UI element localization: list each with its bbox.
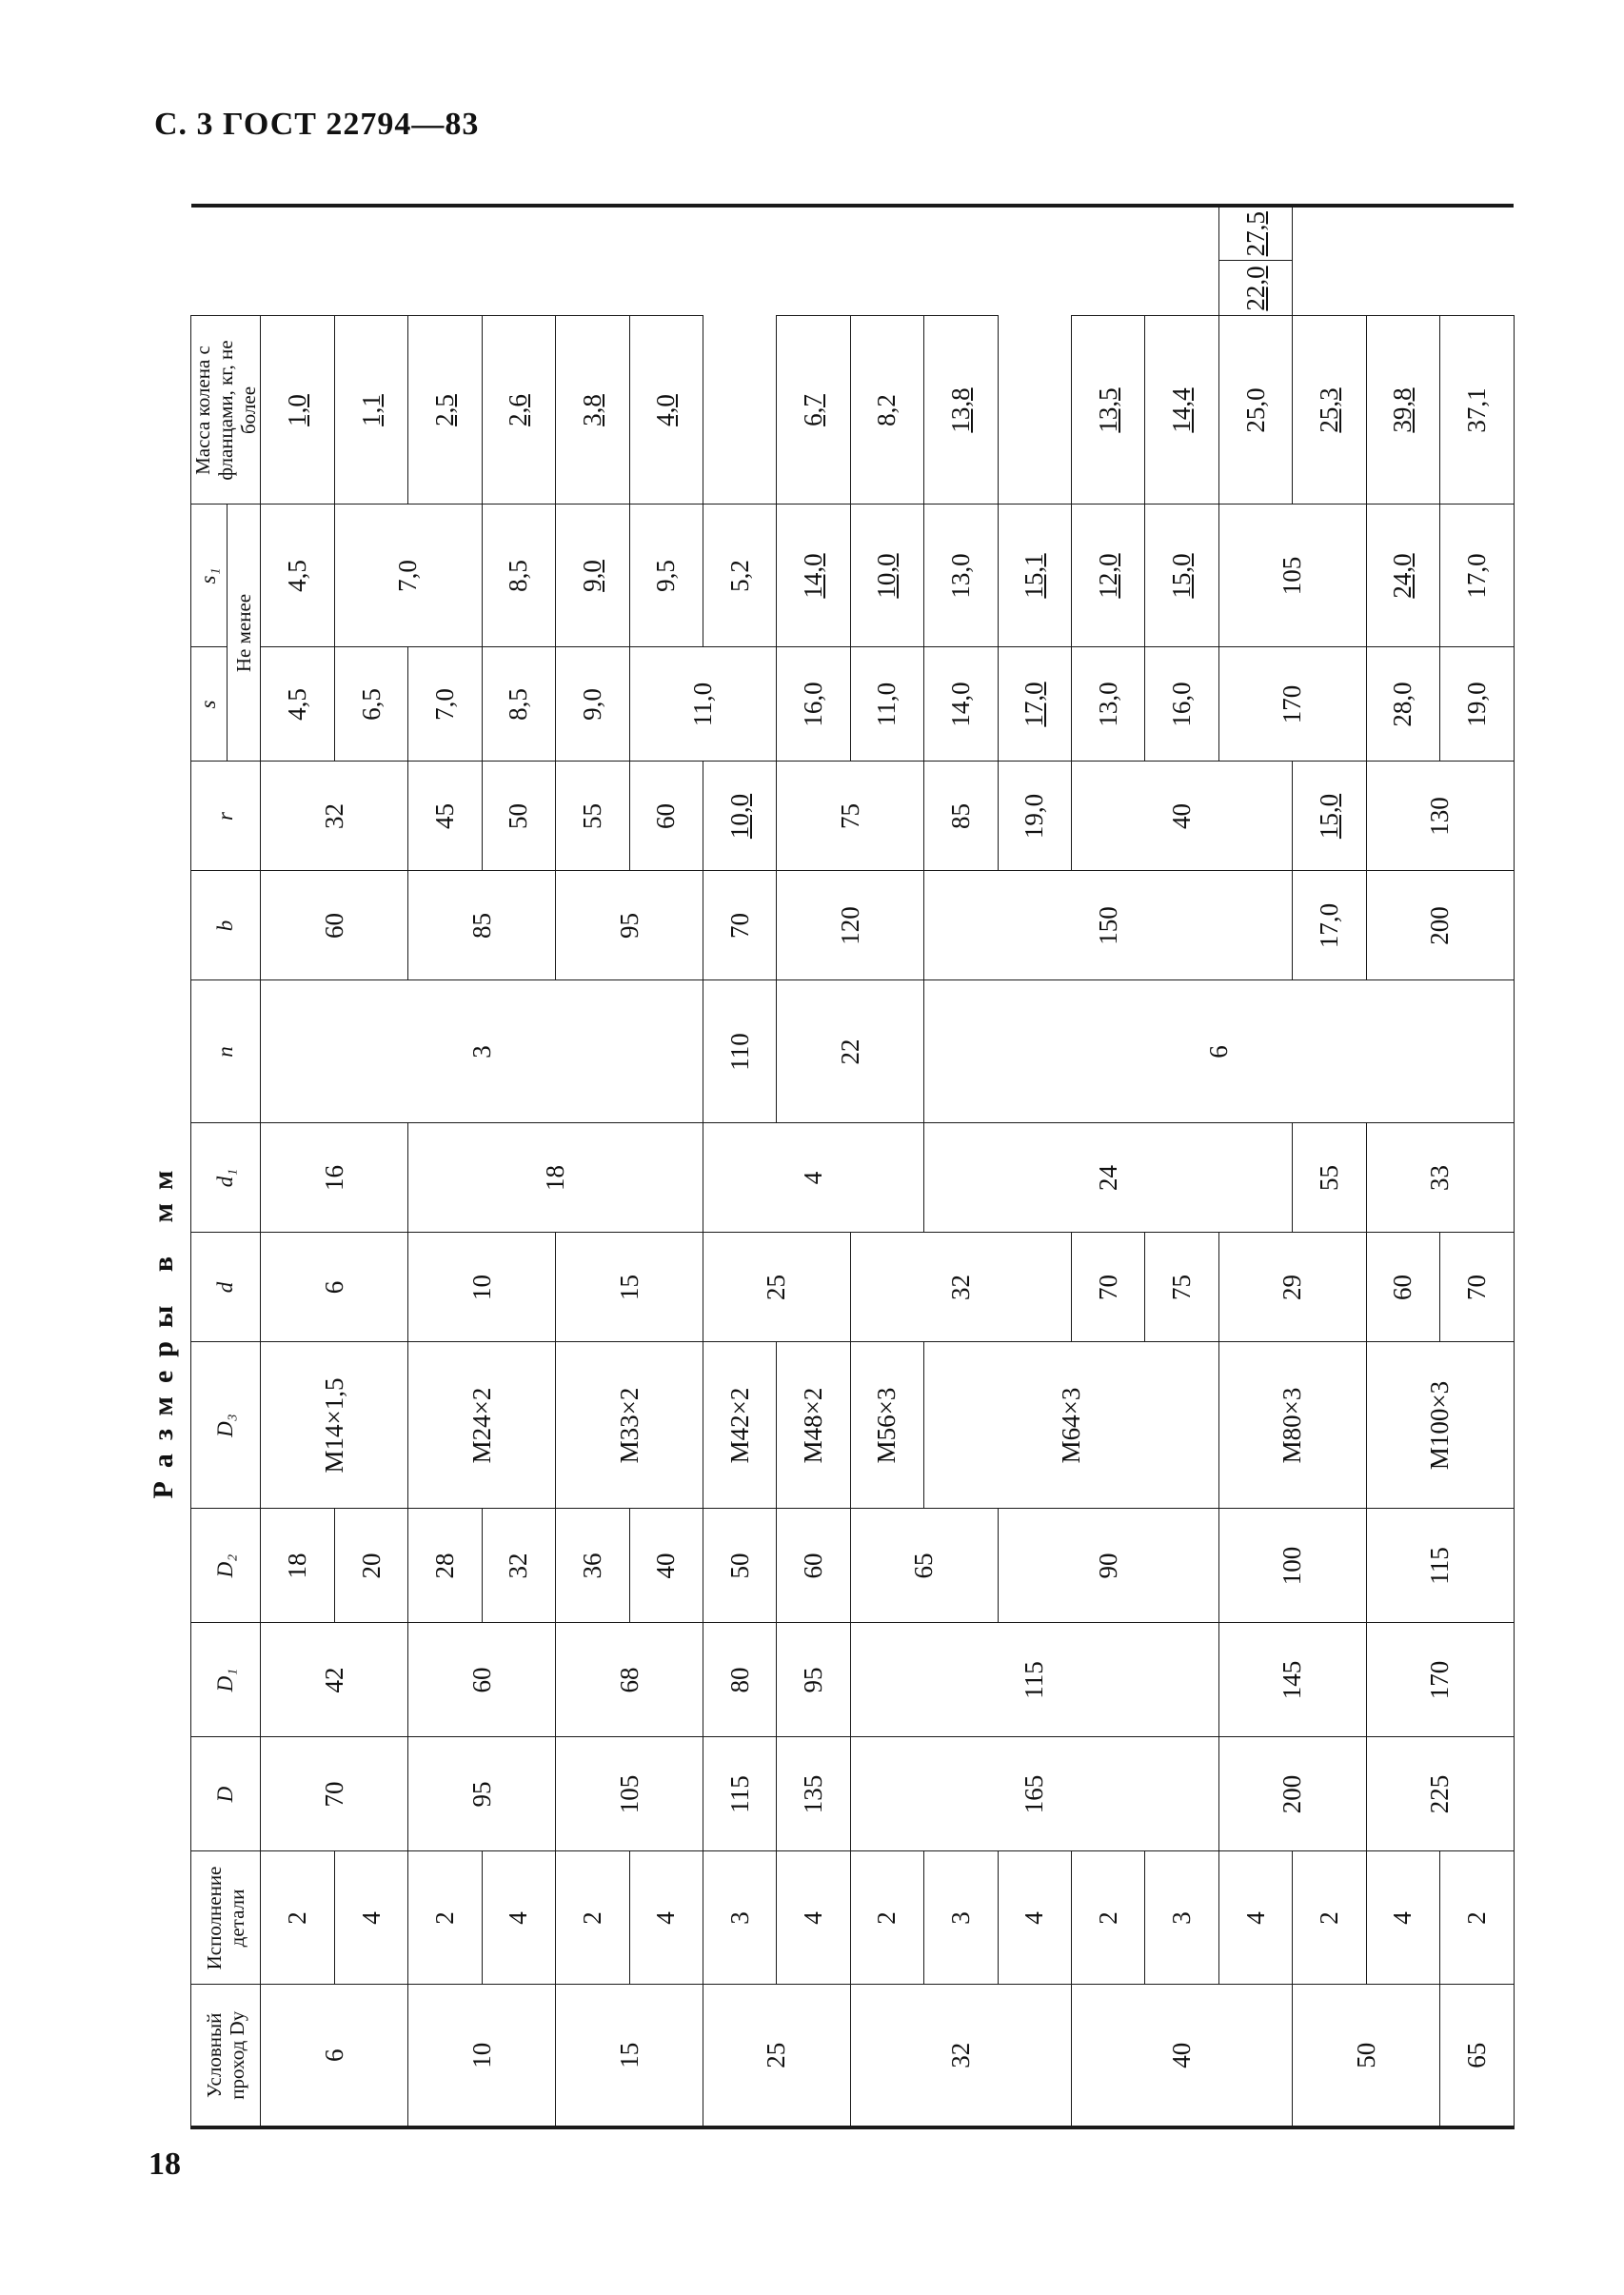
cell-D3: M14×1,5 [261, 1342, 408, 1509]
cell-r: 55 [556, 762, 629, 871]
cell-ispolnenie: 4 [1218, 1851, 1292, 1985]
cell-s: 13,0 [1072, 647, 1145, 762]
cell-d: 70 [1440, 1233, 1515, 1342]
cell-s: 9,0 [556, 647, 629, 762]
col-D: D [191, 1737, 261, 1851]
cell-D2: 36 [556, 1509, 629, 1623]
cell-r: 32 [261, 762, 408, 871]
cell-ispolnenie: 3 [703, 1851, 776, 1985]
cell-r: 45 [408, 762, 482, 871]
cell-D: 115 [703, 1737, 776, 1851]
cell-s1: 15,0 [1293, 762, 1366, 871]
col-s: s [191, 647, 228, 762]
cell-d: 32 [850, 1233, 1071, 1342]
col-D2: D₂ [191, 1509, 261, 1623]
cell-s1: 15,0 [1145, 505, 1218, 647]
col-r: r [191, 762, 261, 871]
header-row [191, 206, 228, 2127]
cell-s1: 4,5 [261, 505, 334, 647]
cell-b: 120 [777, 871, 924, 980]
cell-dy: 50 [1293, 1985, 1440, 2127]
cell-s: 16,0 [1145, 647, 1218, 762]
cell-D: 135 [777, 1737, 850, 1851]
cell-D1: 95 [777, 1623, 850, 1737]
cell-D1: 68 [556, 1623, 703, 1737]
cell-ispolnenie: 2 [261, 1851, 334, 1985]
cell-s: 8,5 [482, 647, 555, 762]
caption-text: Размеры в мм [148, 1157, 179, 1499]
cell-s: 25,0 [1218, 316, 1292, 505]
cell-d: 55 [1293, 1123, 1366, 1233]
cell-mass: 37,1 [1440, 316, 1515, 505]
cell-D: 70 [261, 1737, 408, 1851]
dimension-table-container [190, 204, 1495, 2129]
cell-r: 60 [629, 762, 703, 871]
cell-D1: 170 [1366, 1623, 1514, 1737]
cell-D2: 40 [629, 1509, 703, 1623]
cell-s1: 10,0 [850, 505, 923, 647]
cell-D2: 28 [408, 1509, 482, 1623]
cell-dy: 25 [703, 1985, 850, 2127]
cell-D: 105 [556, 1737, 703, 1851]
cell-b: 200 [1366, 871, 1514, 980]
cell-b: 110 [703, 980, 776, 1123]
cell-D1: 145 [1218, 1623, 1366, 1737]
cell-n: 6 [924, 980, 1515, 1123]
cell-D: 200 [1218, 1737, 1366, 1851]
cell-mass: 5,2 [703, 505, 776, 647]
cell-s: 7,0 [408, 647, 482, 762]
cell-D2: 20 [334, 1509, 407, 1623]
cell-s1: 7,0 [334, 505, 482, 647]
cell-r: 90 [998, 1509, 1218, 1623]
col-n: n [191, 980, 261, 1123]
cell-ispolnenie: 4 [482, 1851, 555, 1985]
cell-D1: 60 [408, 1623, 556, 1737]
cell-s1: 14,0 [777, 505, 850, 647]
cell-D: 165 [850, 1737, 1218, 1851]
cell-s: 14,0 [924, 647, 998, 762]
cell-mass: 8,2 [850, 316, 923, 505]
table-row [408, 206, 482, 2127]
cell-ispolnenie: 2 [556, 1851, 629, 1985]
cell-s1: 24,0 [1366, 505, 1439, 647]
cell-d: 40 [1072, 762, 1293, 871]
cell-D3: M42×2 [703, 1342, 776, 1509]
cell-dy: 32 [850, 1985, 1071, 2127]
col-not-less: Не менее [228, 505, 261, 762]
cell-dy: 6 [261, 1985, 408, 2127]
cell-d: 10 [408, 1233, 556, 1342]
cell-ispolnenie: 2 [1293, 1851, 1366, 1985]
cell-b: 170 [1218, 647, 1366, 762]
cell-ispolnenie: 2 [850, 1851, 923, 1985]
cell-s1: 12,0 [1072, 505, 1145, 647]
cell-ispolnenie: 4 [1366, 1851, 1439, 1985]
cell-d1: 22 [777, 980, 924, 1123]
cell-d1: 18 [408, 1123, 703, 1233]
cell-D2: 60 [777, 1509, 850, 1623]
col-b: b [191, 871, 261, 980]
cell-D1: 80 [703, 1623, 776, 1737]
cell-s1: 10,0 [703, 762, 776, 871]
cell-ispolnenie: 4 [777, 1851, 850, 1985]
cell-D3: M100×3 [1366, 1342, 1514, 1509]
cell-mass: 13,5 [1072, 316, 1145, 505]
table-row [703, 206, 776, 2127]
cell-D1: 115 [850, 1623, 1218, 1737]
cell-mass: 3,8 [556, 316, 629, 505]
cell-ispolnenie: 2 [1072, 1851, 1145, 1985]
cell-s: 19,0 [998, 762, 1071, 871]
cell-mass: 13,8 [924, 316, 998, 505]
cell-D3: M33×2 [556, 1342, 703, 1509]
cell-b: 95 [556, 871, 703, 980]
cell-s1: 9,5 [629, 505, 703, 647]
cell-b: 60 [261, 871, 408, 980]
cell-mass: 25,3 [1293, 316, 1366, 505]
cell-s: 11,0 [629, 647, 777, 762]
cell-s1: 17,0 [1440, 505, 1515, 647]
cell-r: 130 [1366, 762, 1514, 871]
cell-r: 75 [777, 762, 924, 871]
cell-s: 16,0 [777, 647, 850, 762]
cell-D2: 32 [482, 1509, 555, 1623]
cell-dy: 15 [556, 1985, 703, 2127]
cell-mass: 14,4 [1145, 316, 1218, 505]
cell-d: 15 [556, 1233, 703, 1342]
cell-D3: M80×3 [1218, 1342, 1366, 1509]
cell-s: 11,0 [850, 647, 923, 762]
table-row [261, 206, 334, 2127]
cell-ispolnenie: 3 [1145, 1851, 1218, 1985]
col-d1: d₁ [191, 1123, 261, 1233]
cell-dy: 65 [1440, 1985, 1515, 2127]
cell-dy: 40 [1072, 1985, 1293, 2127]
page-number: 18 [149, 2147, 181, 2182]
cell-ispolnenie: 4 [629, 1851, 703, 1985]
cell-ispolnenie: 2 [1440, 1851, 1515, 1985]
cell-mass: 39,8 [1366, 316, 1439, 505]
cell-dy: 10 [408, 1985, 556, 2127]
cell-ispolnenie: 2 [408, 1851, 482, 1985]
cell-mass: 4,0 [629, 316, 703, 505]
cell-mass: 6,7 [777, 316, 850, 505]
cell-d1: 33 [1366, 1123, 1514, 1233]
cell-mass: 27,5 [1218, 206, 1292, 261]
table-row [1366, 206, 1439, 2127]
cell-D2: 50 [703, 1509, 776, 1623]
col-s1: s₁ [191, 505, 228, 647]
cell-d1: 16 [261, 1123, 408, 1233]
dimension-table [190, 204, 1515, 2129]
cell-ispolnenie: 4 [334, 1851, 407, 1985]
cell-D2: 75 [1145, 1233, 1218, 1342]
cell-s: 28,0 [1366, 647, 1439, 762]
cell-D2: 115 [1366, 1509, 1514, 1623]
cell-D: 95 [408, 1737, 556, 1851]
cell-mass: 1,0 [261, 316, 334, 505]
cell-s: 19,0 [1440, 647, 1515, 762]
cell-D1: 42 [261, 1623, 408, 1737]
cell-D3: M48×2 [777, 1342, 850, 1509]
cell-mass: 2,6 [482, 316, 555, 505]
cell-d: 25 [703, 1233, 850, 1342]
cell-b: 85 [408, 871, 556, 980]
cell-D2: 70 [1072, 1233, 1145, 1342]
cell-b: 150 [924, 871, 1293, 980]
cell-d1: 29 [1218, 1233, 1366, 1342]
cell-D2: 100 [1218, 1509, 1366, 1623]
cell-D3: M24×2 [408, 1342, 556, 1509]
cell-D: 225 [1366, 1737, 1514, 1851]
page-header: С. 3 ГОСТ 22794—83 [154, 107, 480, 142]
col-ispolnenie: Исполнение детали [191, 1851, 261, 1985]
col-D1: D₁ [191, 1623, 261, 1737]
cell-s: 17,0 [1293, 871, 1366, 980]
cell-D3: M56×3 [850, 1342, 923, 1509]
cell-ispolnenie: 3 [924, 1851, 998, 1985]
cell-mass: 15,1 [998, 505, 1071, 647]
cell-r: 70 [703, 871, 776, 980]
cell-mass: 1,1 [334, 316, 407, 505]
col-mass: Масса колена с фланцами, кг, не более [191, 316, 261, 505]
cell-n: 3 [261, 980, 703, 1123]
cell-r: 85 [924, 762, 998, 871]
cell-s1: 17,0 [998, 647, 1071, 762]
cell-mass: 2,5 [408, 316, 482, 505]
cell-d1: 24 [924, 1123, 1293, 1233]
cell-s: 6,5 [334, 647, 407, 762]
cell-r: 105 [1218, 505, 1366, 647]
cell-D3: M64×3 [924, 1342, 1219, 1509]
cell-ispolnenie: 4 [998, 1851, 1071, 1985]
col-d: d [191, 1233, 261, 1342]
cell-s1: 8,5 [482, 505, 555, 647]
cell-n: 4 [703, 1123, 923, 1233]
cell-r: 50 [482, 762, 555, 871]
cell-D2: 65 [850, 1509, 998, 1623]
col-dy: Условный проход Dy [191, 1985, 261, 2127]
cell-s: 4,5 [261, 647, 334, 762]
cell-s1: 22,0 [1218, 261, 1292, 316]
col-D3: D₃ [191, 1342, 261, 1509]
cell-s1: 13,0 [924, 505, 998, 647]
cell-d: 6 [261, 1233, 408, 1342]
cell-d: 60 [1366, 1233, 1439, 1342]
cell-D2: 18 [261, 1509, 334, 1623]
cell-s1: 9,0 [556, 505, 629, 647]
